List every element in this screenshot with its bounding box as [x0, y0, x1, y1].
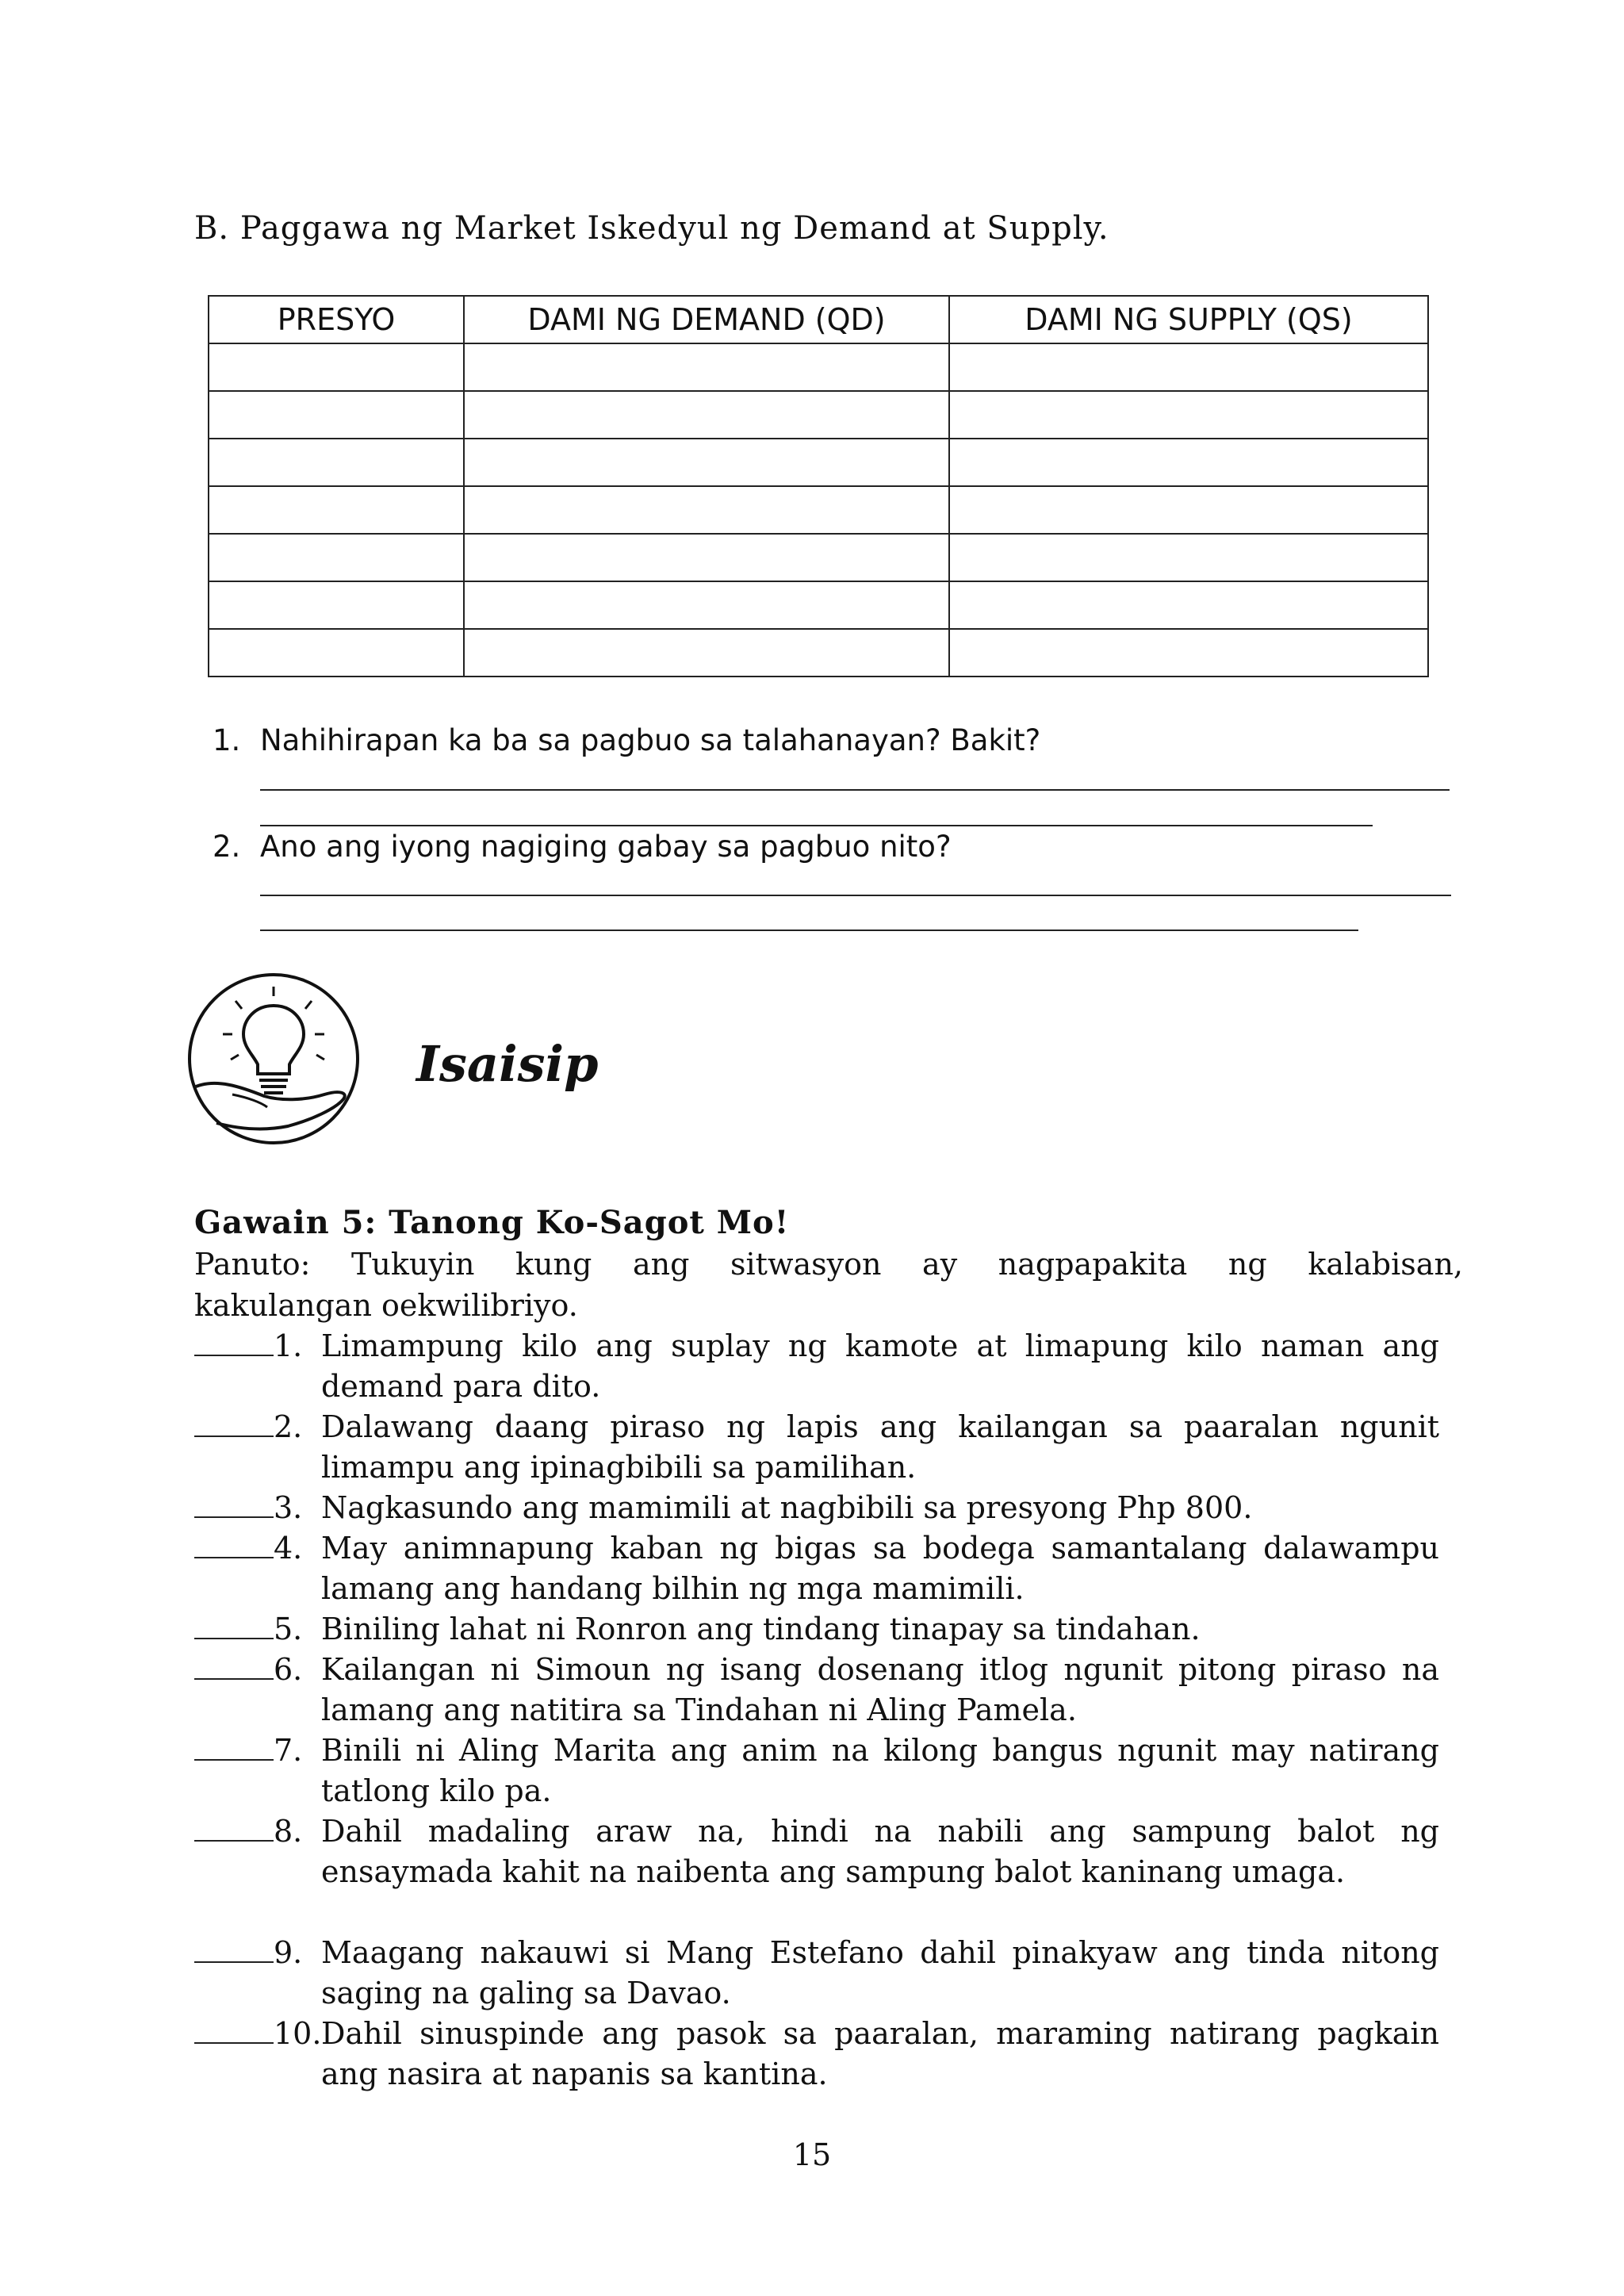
item-text: Dalawang daang piraso ng lapis ang kailangan sa paaralan ngunit limampu ang ipinagbibili sa pamilihan. — [321, 1409, 1439, 1485]
table-row — [209, 391, 1428, 439]
section-b-title: Paggawa ng Market Iskedyul ng Demand at Supply. — [239, 210, 1109, 247]
presyo-cell[interactable] — [209, 439, 464, 486]
qd-cell[interactable] — [464, 581, 949, 629]
item-number: 1. — [274, 1328, 303, 1363]
table-header-row — [209, 296, 1428, 343]
qs-cell[interactable] — [949, 439, 1428, 486]
table-row — [209, 629, 1428, 677]
question-number: 2. — [213, 830, 241, 864]
item-number: 9. — [274, 1935, 303, 1970]
instruction-line-2: kakulangan oekwilibriyo. — [194, 1288, 578, 1323]
answer-blank[interactable] — [194, 1410, 274, 1437]
question-1 — [213, 723, 1040, 757]
answer-blank[interactable] — [194, 1815, 274, 1842]
answer-line[interactable] — [260, 930, 1358, 931]
item-text: Dahil madaling araw na, hindi na nabili ang sampung balot ng ensaymada kahit na naibenta ang sampung balot kaninang umaga. — [321, 1814, 1439, 1889]
item-number: 2. — [274, 1409, 303, 1444]
gawain-title: Gawain 5: Tanong Ko-Sagot Mo! — [194, 1204, 790, 1241]
isaisip-title: Isaisip — [416, 1035, 599, 1093]
section-b-label: B. — [194, 210, 230, 247]
answer-line[interactable] — [260, 789, 1450, 791]
list-item — [194, 1933, 1439, 2014]
question-text: Ano ang iyong nagiging gabay sa pagbuo nito? — [260, 830, 952, 864]
item-number: 7. — [274, 1733, 303, 1768]
table-row — [209, 581, 1428, 629]
qd-cell[interactable] — [464, 343, 949, 391]
list-item — [194, 1731, 1439, 1811]
presyo-cell[interactable] — [209, 581, 464, 629]
header-dami-ng-demand: DAMI NG DEMAND (QD) — [464, 296, 949, 343]
presyo-cell[interactable] — [209, 534, 464, 581]
table-row — [209, 486, 1428, 534]
qs-cell[interactable] — [949, 391, 1428, 439]
answer-blank[interactable] — [194, 1653, 274, 1680]
list-item — [194, 1488, 1439, 1528]
item-text: Dahil sinuspinde ang pasok sa paaralan, maraming natirang pagkain ang nasira at napanis sa kantina. — [321, 2016, 1439, 2091]
item-text: Nagkasundo ang mamimili at nagbibili sa presyong Php 800. — [321, 1490, 1253, 1525]
qs-cell[interactable] — [949, 581, 1428, 629]
item-text: Kailangan ni Simoun ng isang dosenang itlog ngunit pitong piraso na lamang ang natitira sa Tindahan ni Aling Pamela. — [321, 1652, 1439, 1727]
answer-line[interactable] — [260, 895, 1451, 896]
presyo-cell[interactable] — [209, 391, 464, 439]
item-text: Biniling lahat ni Ronron ang tindang tinapay sa tindahan. — [321, 1612, 1201, 1646]
presyo-cell[interactable] — [209, 629, 464, 677]
answer-blank[interactable] — [194, 1734, 274, 1761]
answer-blank[interactable] — [194, 1612, 274, 1639]
qs-cell[interactable] — [949, 629, 1428, 677]
section-b-heading — [194, 210, 1109, 247]
list-item — [194, 1326, 1439, 1407]
item-number: 6. — [274, 1652, 303, 1687]
question-2 — [213, 830, 952, 864]
table-row — [209, 439, 1428, 486]
instruction-line-1: Panuto: Tukuyin kung ang sitwasyon ay nagpapakita ng kalabisan, — [194, 1247, 1463, 1282]
answer-blank[interactable] — [194, 1531, 274, 1558]
presyo-cell[interactable] — [209, 486, 464, 534]
question-number: 1. — [213, 723, 241, 757]
answer-blank[interactable] — [194, 1329, 274, 1356]
list-item — [194, 2014, 1439, 2095]
list-item — [194, 1811, 1439, 1933]
qs-cell[interactable] — [949, 343, 1428, 391]
answer-blank[interactable] — [194, 1491, 274, 1518]
item-number: 5. — [274, 1612, 303, 1646]
answer-blank[interactable] — [194, 1936, 274, 1963]
item-number: 8. — [274, 1814, 303, 1849]
question-text: Nahihirapan ka ba sa pagbuo sa talahanayan? Bakit? — [260, 723, 1041, 757]
presyo-cell[interactable] — [209, 343, 464, 391]
qd-cell[interactable] — [464, 629, 949, 677]
list-item — [194, 1528, 1439, 1609]
table-row — [209, 343, 1428, 391]
answer-line[interactable] — [260, 825, 1373, 826]
item-number: 10. — [274, 2016, 322, 2051]
header-dami-ng-supply: DAMI NG SUPPLY (QS) — [949, 296, 1428, 343]
lightbulb-hand-icon — [185, 968, 367, 1150]
qd-cell[interactable] — [464, 486, 949, 534]
item-text: May animnapung kaban ng bigas sa bodega samantalang dalawampu lamang ang handang bilhin ng mga mamimili. — [321, 1531, 1439, 1606]
page-number: 15 — [792, 2137, 832, 2172]
market-schedule-table — [208, 295, 1429, 677]
qd-cell[interactable] — [464, 391, 949, 439]
qs-cell[interactable] — [949, 486, 1428, 534]
qd-cell[interactable] — [464, 439, 949, 486]
header-presyo: PRESYO — [209, 296, 464, 343]
item-text: Maagang nakauwi si Mang Estefano dahil pinakyaw ang tinda nitong saging na galing sa Davao. — [321, 1935, 1439, 2010]
answer-blank[interactable] — [194, 2017, 274, 2044]
qs-cell[interactable] — [949, 534, 1428, 581]
list-item — [194, 1407, 1439, 1488]
item-text: Limampung kilo ang suplay ng kamote at limapung kilo naman ang demand para dito. — [321, 1328, 1439, 1404]
item-number: 4. — [274, 1531, 303, 1566]
list-item — [194, 1609, 1439, 1650]
item-text: Binili ni Aling Marita ang anim na kilong bangus ngunit may natirang tatlong kilo pa. — [321, 1733, 1439, 1808]
qd-cell[interactable] — [464, 534, 949, 581]
table-row — [209, 534, 1428, 581]
item-number: 3. — [274, 1490, 303, 1525]
list-item — [194, 1650, 1439, 1731]
